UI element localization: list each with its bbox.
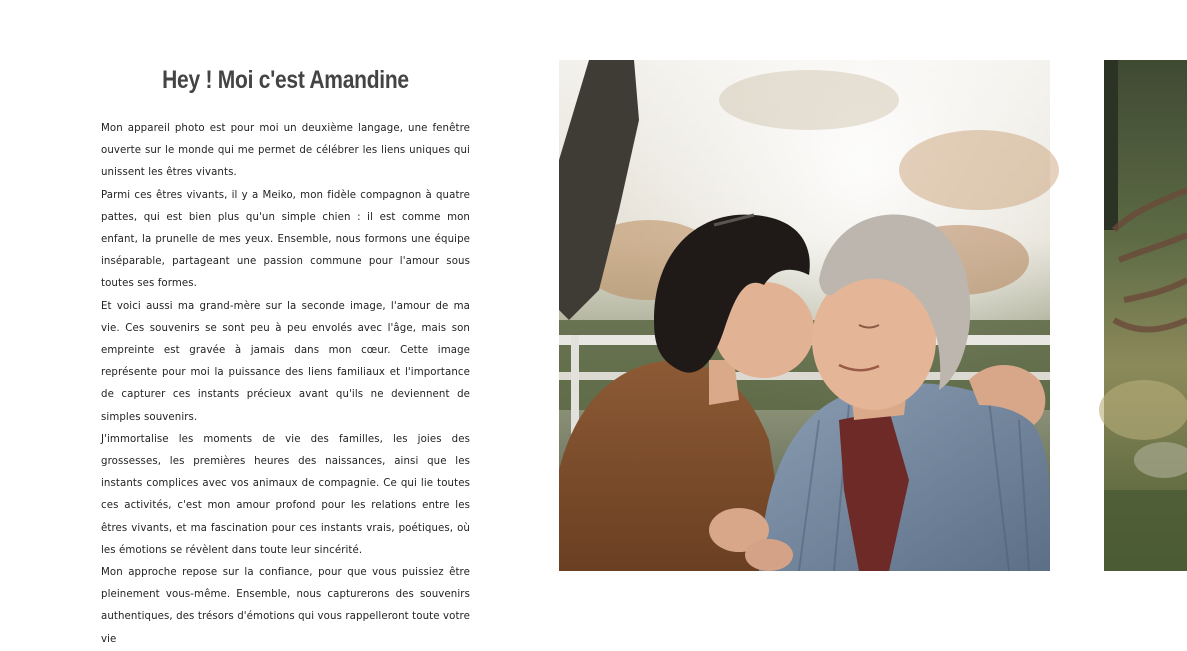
paragraph-approach: Mon approche repose sur la confiance, pour que vous puissiez être pleinement vous-même. Ensemble, nous capturerons des souvenirs authentiques, des trésors d'émotions qui vous rappelleront toute votre vie xyxy=(101,567,470,645)
about-section xyxy=(101,58,470,645)
paragraph-services: J'immortalise les moments de vie des familles, les joies des grossesses, les premières heures des naissances, ainsi que les instants complices avec vos animaux de compagnie. Ce qui lie toutes ces activités, c'est mon amour profond pour les relations entre les êtres vivants, et ma fascination pour ces instants vrais, poétiques, où les émotions se révèlent dans toute leur sincérité. xyxy=(101,433,470,556)
paragraph-intro: Mon appareil photo est pour moi un deuxième langage, une fenêtre ouverte sur le monde qui me permet de célébrer les liens uniques qui unissent les êtres vivants. xyxy=(101,123,470,179)
page-title: Hey ! Moi c'est Amandine xyxy=(162,66,409,94)
photo-grandmother-kiss xyxy=(559,60,1050,571)
paragraph-grandmother: Et voici aussi ma grand-mère sur la seconde image, l'amour de ma vie. Ces souvenirs se sont peu à peu envolés avec l'âge, mais son empreinte est gravée à jamais dans mon cœur. Cette image représente pour moi la puissance des liens familiaux et l'importance de capturer ces instants précieux avant qu'ils ne deviennent de simples souvenirs. xyxy=(101,300,470,423)
paragraph-meiko: Parmi ces êtres vivants, il y a Meiko, mon fidèle compagnon à quatre pattes, qui est bien plus qu'un simple chien : il est comme mon enfant, la prunelle de mes yeux. Ensemble, nous formons une équipe inséparable, partageant une passion commune pour l'amour sous toutes ses formes. xyxy=(101,189,470,290)
photo-nature-partial xyxy=(1104,60,1187,571)
about-text xyxy=(101,118,470,651)
photo-grandmother-icon xyxy=(559,60,1050,571)
photo-nature-icon xyxy=(1104,60,1187,571)
